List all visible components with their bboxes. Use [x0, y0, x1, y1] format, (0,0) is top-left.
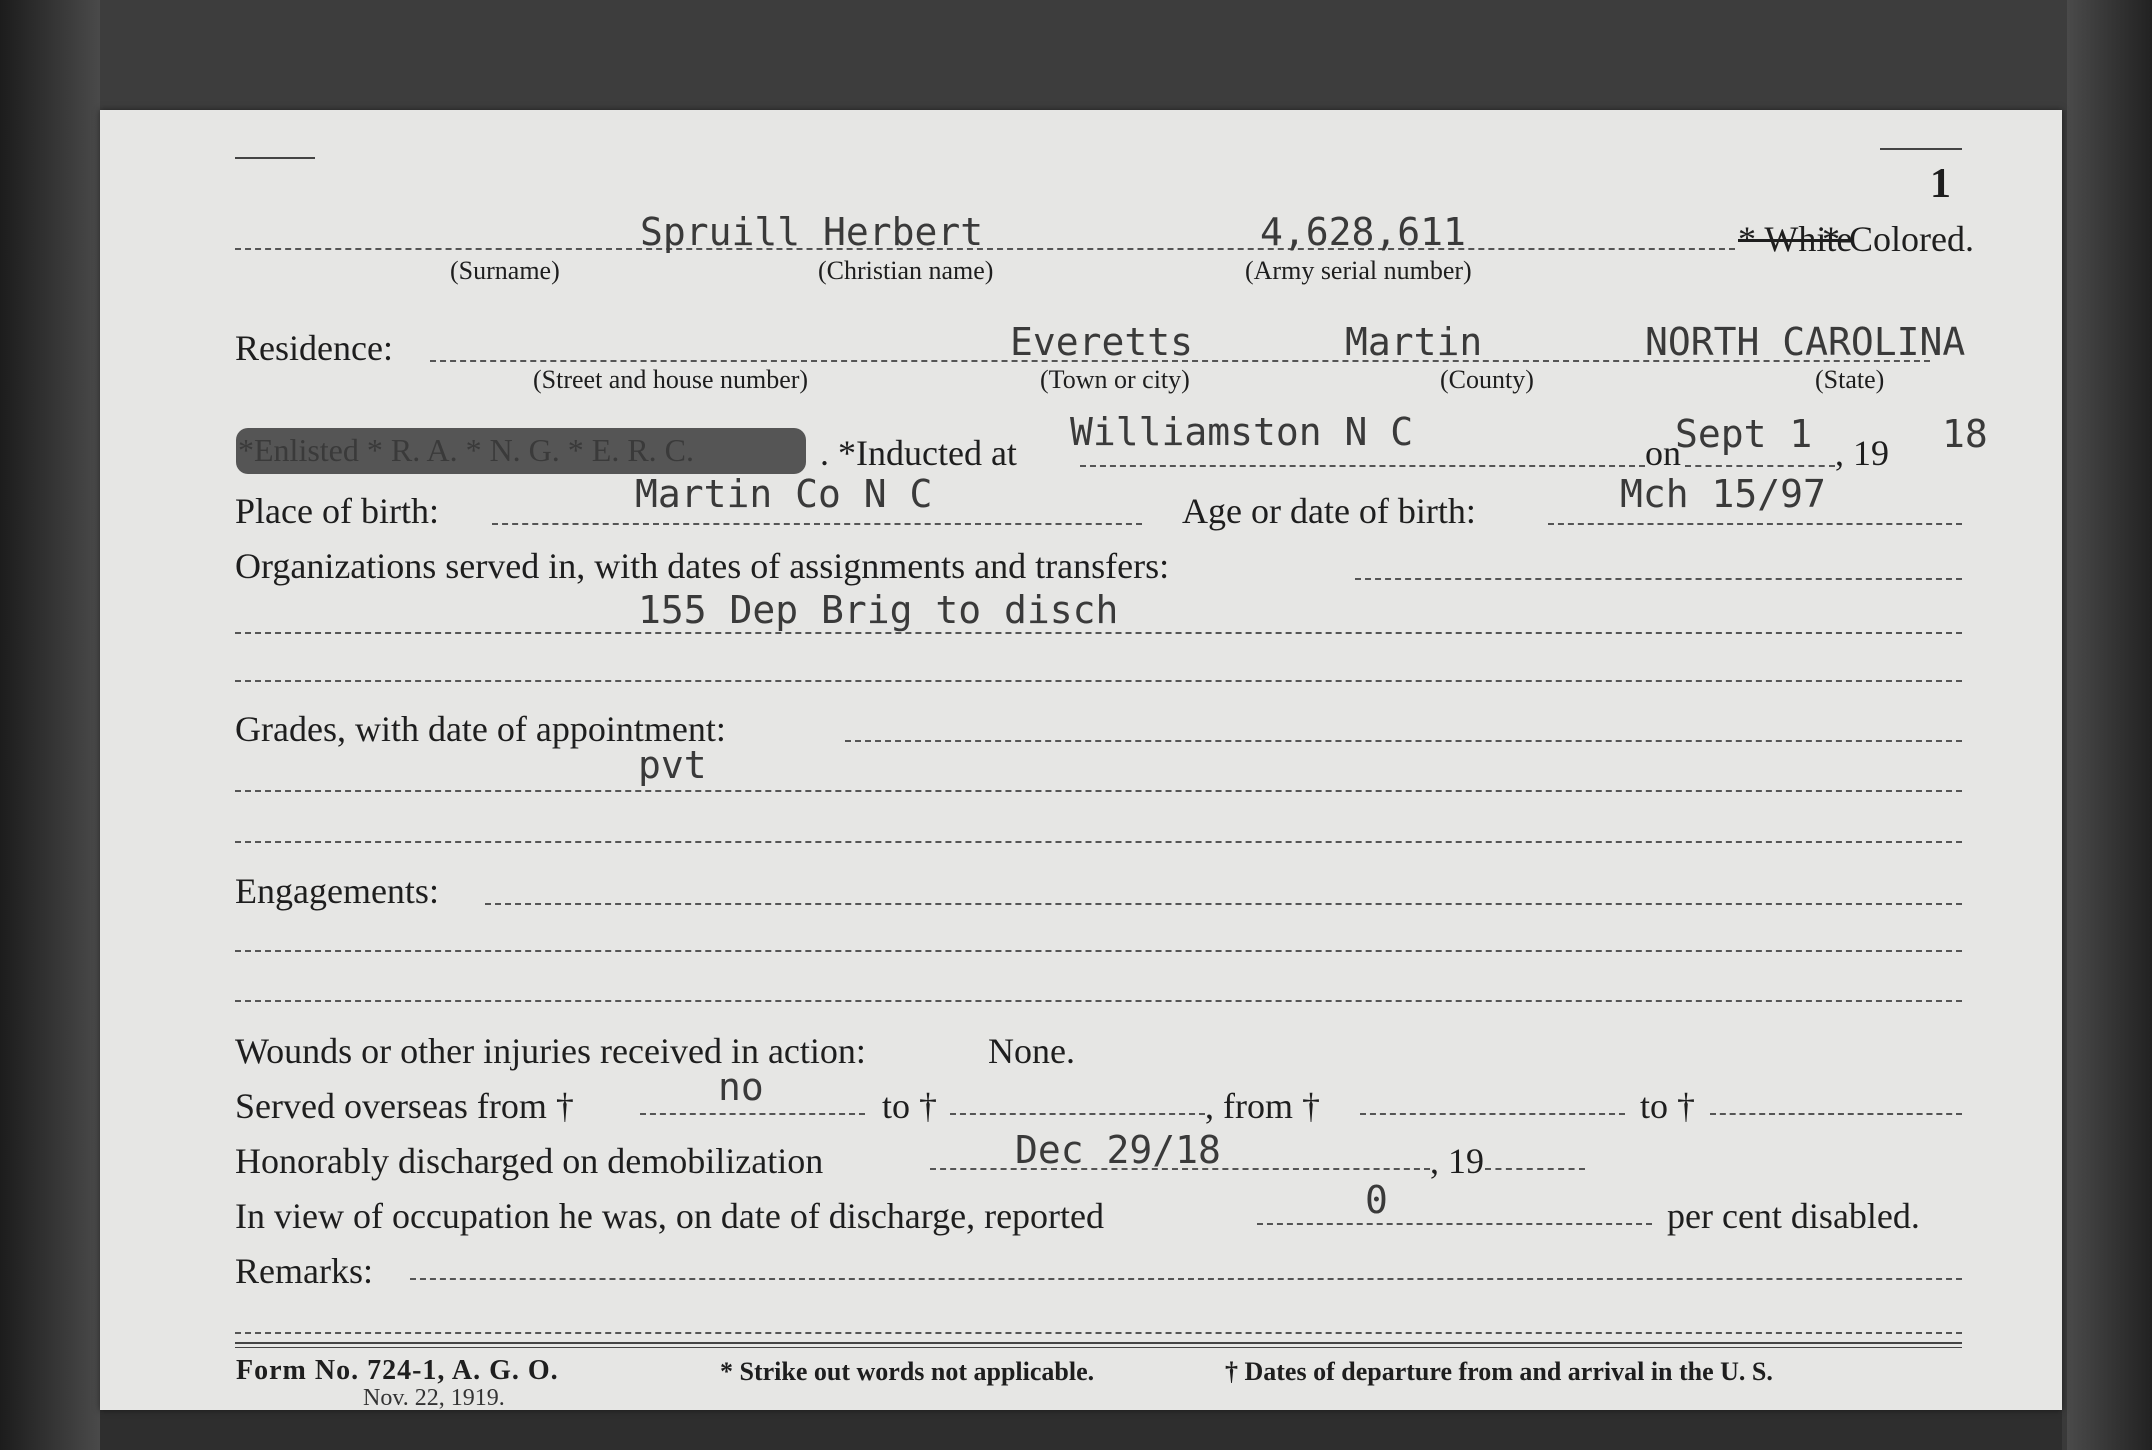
name-value: Spruill Herbert [640, 210, 984, 254]
birth-date: Mch 15/97 [1620, 472, 1826, 516]
discharge-date: Dec 29/18 [1015, 1128, 1221, 1172]
disability-value: 0 [1365, 1178, 1388, 1222]
organizations-value: 155 Dep Brig to disch [638, 588, 1119, 632]
scan-background-left [0, 0, 100, 1450]
engagements-line-1 [485, 903, 1962, 905]
birth-place: Martin Co N C [635, 472, 933, 516]
race-colored: * Colored. [1822, 219, 1974, 259]
inducted-year: 18 [1942, 412, 1988, 456]
discharge-year-line [1485, 1168, 1585, 1170]
remarks-label: Remarks: [235, 1251, 373, 1291]
christian-name-label: (Christian name) [818, 256, 994, 285]
birth-date-line [1548, 523, 1962, 525]
overseas-from-line [640, 1113, 865, 1115]
scan-background-bottom [100, 1410, 2062, 1450]
grades-label: Grades, with date of appointment: [235, 709, 726, 749]
overseas-to-1: to † [882, 1086, 938, 1126]
organizations-line-3 [235, 680, 1962, 682]
scan-background-right [2067, 0, 2152, 1450]
grades-line-1 [845, 740, 1962, 742]
remarks-line-1 [410, 1278, 1962, 1280]
overseas-value: no [718, 1065, 764, 1109]
engagements-line-2 [235, 950, 1962, 952]
organizations-label: Organizations served in, with dates of assignments and transfers: [235, 546, 1170, 586]
discharge-label: Honorably discharged on demobilization [235, 1141, 824, 1181]
discharge-year-prefix: , 19 [1430, 1141, 1484, 1181]
residence-town: Everetts [1010, 320, 1194, 364]
residence-label: Residence: [235, 328, 393, 368]
residence-county: Martin [1345, 320, 1483, 364]
overseas-from-2: , from † [1205, 1086, 1320, 1126]
disability-label: In view of occupation he was, on date of discharge, reported [235, 1196, 1105, 1236]
state-label: (State) [1815, 365, 1885, 394]
enlisted-text: *Enlisted * R. A. * N. G. * E. R. C. [238, 432, 695, 468]
birth-date-label: Age or date of birth: [1182, 491, 1476, 531]
year-prefix: , 19 [1835, 433, 1889, 473]
inducted-label: . *Inducted at [820, 433, 1017, 473]
organizations-line-1 [1355, 578, 1962, 580]
card-number: 1 [1930, 161, 1951, 207]
engagements-label: Engagements: [235, 871, 439, 911]
scan-background-top [0, 0, 2152, 110]
form-number: Form No. 724-1, A. G. O. [236, 1355, 559, 1386]
name-line [235, 248, 1735, 250]
top-left-rule [235, 157, 315, 159]
overseas-to-2: to † [1640, 1086, 1696, 1126]
wounds-label: Wounds or other injuries received in action: [235, 1031, 866, 1071]
residence-state: NORTH CAROLINA [1645, 320, 1966, 364]
engagements-line-3 [235, 1000, 1962, 1002]
birth-place-line [492, 523, 1142, 525]
race-white-text: * White [1738, 219, 1853, 259]
inducted-date-line [1685, 465, 1835, 467]
grades-line-3 [235, 841, 1962, 843]
top-right-rule [1880, 148, 1962, 150]
inducted-place-line [1080, 465, 1645, 467]
grades-line-2 [235, 790, 1962, 792]
disability-suffix: per cent disabled. [1667, 1196, 1920, 1236]
surname-label: (Surname) [450, 256, 560, 285]
organizations-line-2 [235, 632, 1962, 634]
grades-value: pvt [638, 743, 707, 787]
service-record-card [100, 110, 2062, 1410]
county-label: (County) [1440, 365, 1534, 394]
overseas-from-line-2 [1360, 1113, 1625, 1115]
footer-rule-1 [235, 1342, 1962, 1344]
town-label: (Town or city) [1040, 365, 1190, 394]
overseas-to-line-2 [1710, 1113, 1962, 1115]
footnote-dates: † Dates of departure from and arrival in the U. S. [1225, 1357, 1773, 1386]
on-label: on [1645, 433, 1681, 473]
form-date: Nov. 22, 1919. [363, 1385, 505, 1410]
footer-rule-2 [235, 1347, 1962, 1348]
serial-label: (Army serial number) [1245, 256, 1472, 285]
footnote-strike-out: * Strike out words not applicable. [720, 1357, 1095, 1386]
overseas-to-line-1 [950, 1113, 1205, 1115]
wounds-value: None. [988, 1031, 1075, 1071]
birth-place-label: Place of birth: [235, 491, 439, 531]
inducted-place: Williamston N C [1070, 410, 1414, 454]
overseas-label: Served overseas from † [235, 1086, 574, 1126]
street-label: (Street and house number) [533, 365, 809, 394]
inducted-date: Sept 1 [1675, 412, 1813, 456]
disability-line [1257, 1223, 1652, 1225]
serial-value: 4,628,611 [1260, 210, 1466, 254]
remarks-line-2 [235, 1332, 1962, 1334]
